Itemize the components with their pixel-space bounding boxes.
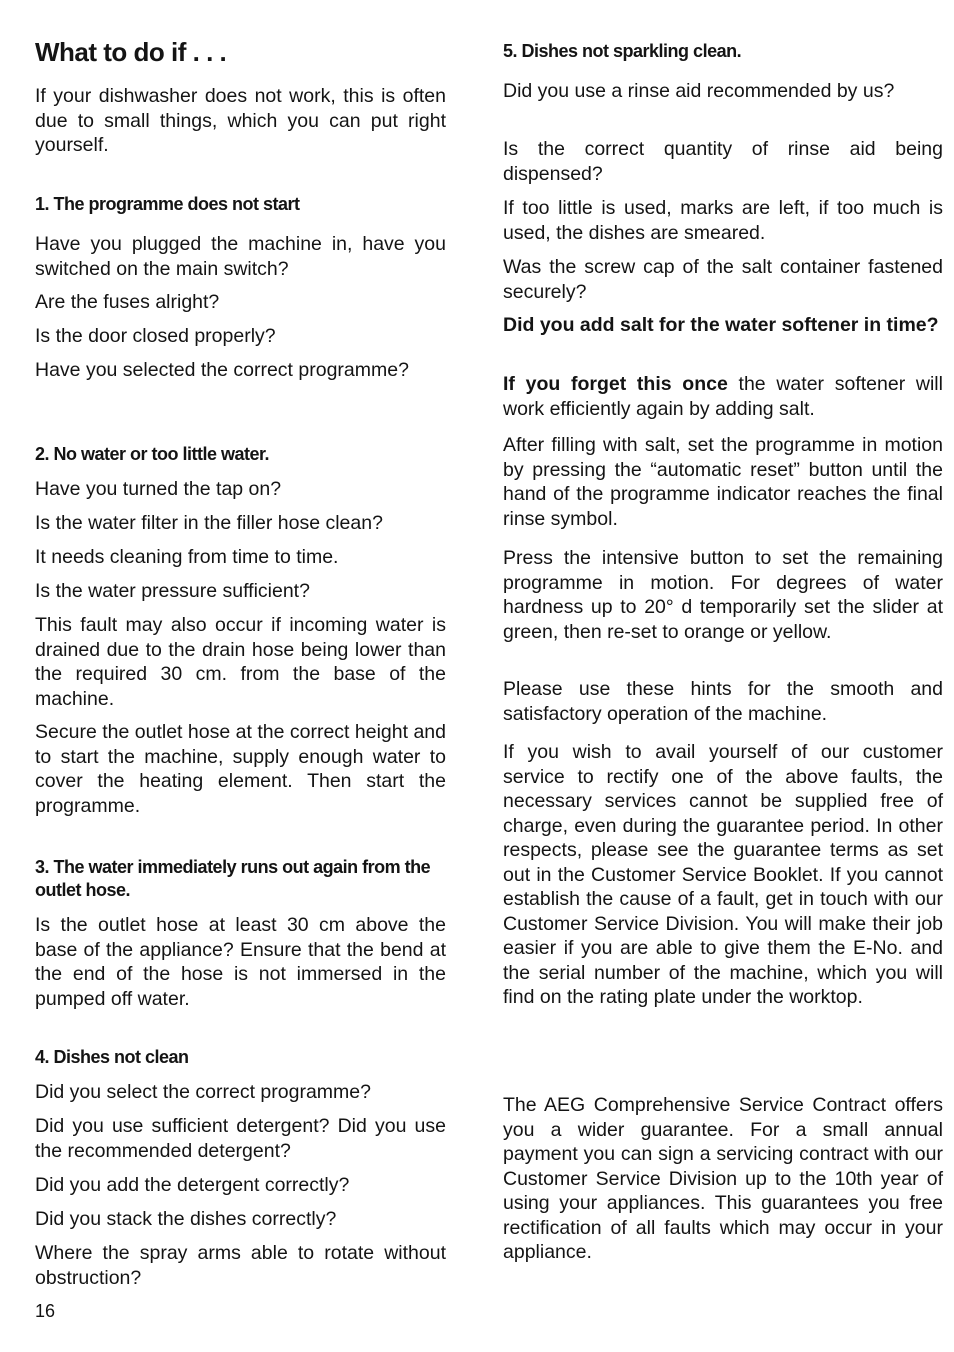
intensive-paragraph: Press the intensive button to set the remaining programme in motion. For degrees of water hardness up to 20° d temporarily set the slider at green, then re-set to orange or yellow.	[503, 547, 943, 643]
section-5-paragraph: If too little is used, marks are left, if too much is used, the dishes are smeared.	[503, 197, 943, 244]
forget-salt-bold: If you forget this once	[503, 373, 728, 395]
section-5-paragraph: Was the screw cap of the salt container fastened securely?	[503, 256, 943, 303]
page-number: 16	[35, 1301, 56, 1321]
section-4-paragraph: Did you use sufficient detergent? Did you use the recommended detergent?	[35, 1115, 446, 1162]
section-4-paragraph: Where the spray arms able to rotate without obstruction?	[35, 1242, 446, 1289]
section-1-heading: 1. The programme does not start	[35, 194, 300, 214]
page-title: What to do if . . .	[35, 37, 227, 67]
section-1-paragraph: Are the fuses alright?	[35, 291, 220, 313]
section-3-paragraph: Is the outlet hose at least 30 cm above the base of the appliance? Ensure that the bend at the end of the hose is not immersed in the pumped off water.	[35, 914, 446, 1010]
section-3-heading: 3. The water immediately runs out again from the outlet hose.	[35, 857, 431, 900]
section-4-paragraph: Did you stack the dishes correctly?	[35, 1208, 337, 1230]
section-2-paragraph: Is the water pressure sufficient?	[35, 580, 310, 602]
section-5-paragraph: Did you use a rinse aid recommended by us?	[503, 80, 895, 102]
section-2-paragraph: This fault may also occur if incoming water is drained due to the drain hose being lower than the required 30 cm. from the base of the machine.	[35, 614, 446, 710]
section-2-paragraph: Have you turned the tap on?	[35, 478, 282, 500]
section-1-paragraph: Have you selected the correct programme?	[35, 359, 409, 381]
section-4-paragraph: Did you select the correct programme?	[35, 1081, 371, 1103]
section-2-paragraph: Secure the outlet hose at the correct height and to start the machine, supply enough water to cover the heating element. Then start the programme.	[35, 721, 446, 817]
salt-question: Did you add salt for the water softener in time?	[503, 314, 939, 336]
section-2-paragraph: It needs cleaning from time to time.	[35, 546, 339, 568]
intro-paragraph: If your dishwasher does not work, this is often due to small things, which you can put right yourself.	[35, 85, 446, 156]
section-1-paragraph: Have you plugged the machine in, have you switched on the main switch?	[35, 233, 446, 280]
section-5-heading: 5. Dishes not sparkling clean.	[503, 41, 742, 61]
reset-paragraph: After filling with salt, set the programme in motion by pressing the “automatic reset” button until the hand of the programme indicator reaches the final rinse symbol.	[503, 434, 943, 530]
section-1-paragraph: Is the door closed properly?	[35, 325, 276, 347]
section-5-paragraph: Is the correct quantity of rinse aid being dispensed?	[503, 138, 943, 185]
forget-salt-rest: the water softener will work efficiently again by adding salt.	[503, 373, 943, 420]
service-contract-paragraph: The AEG Comprehensive Service Contract offers you a wider guarantee. For a small annual payment you can sign a servicing contract with our Customer Service Division up to the 10th year of using your appliances. This guarantees you free rectification of all faults which may occur in your appliance.	[503, 1094, 943, 1263]
section-4-paragraph: Did you add the detergent correctly?	[35, 1174, 350, 1196]
section-4-heading: 4. Dishes not clean	[35, 1047, 189, 1067]
section-2-heading: 2. No water or too little water.	[35, 444, 270, 464]
forget-salt-note	[503, 372, 943, 421]
right-column	[503, 0, 943, 1300]
hints-paragraph: Please use these hints for the smooth and satisfactory operation of the machine.	[503, 678, 943, 725]
customer-service-paragraph: If you wish to avail yourself of our customer service to rectify one of the above faults, the necessary services cannot be supplied free of charge, even during the guarantee period. In other respects, please see the guarantee terms as set out in the Customer Service Booklet. If you cannot establish the cause of a fault, get in touch with our Customer Service Division. You will make their job easier if you are able to give them the E-No. and the serial number of the machine, which you will find on the rating plate under the worktop.	[503, 741, 943, 1008]
section-2-paragraph: Is the water filter in the filler hose clean?	[35, 512, 383, 534]
